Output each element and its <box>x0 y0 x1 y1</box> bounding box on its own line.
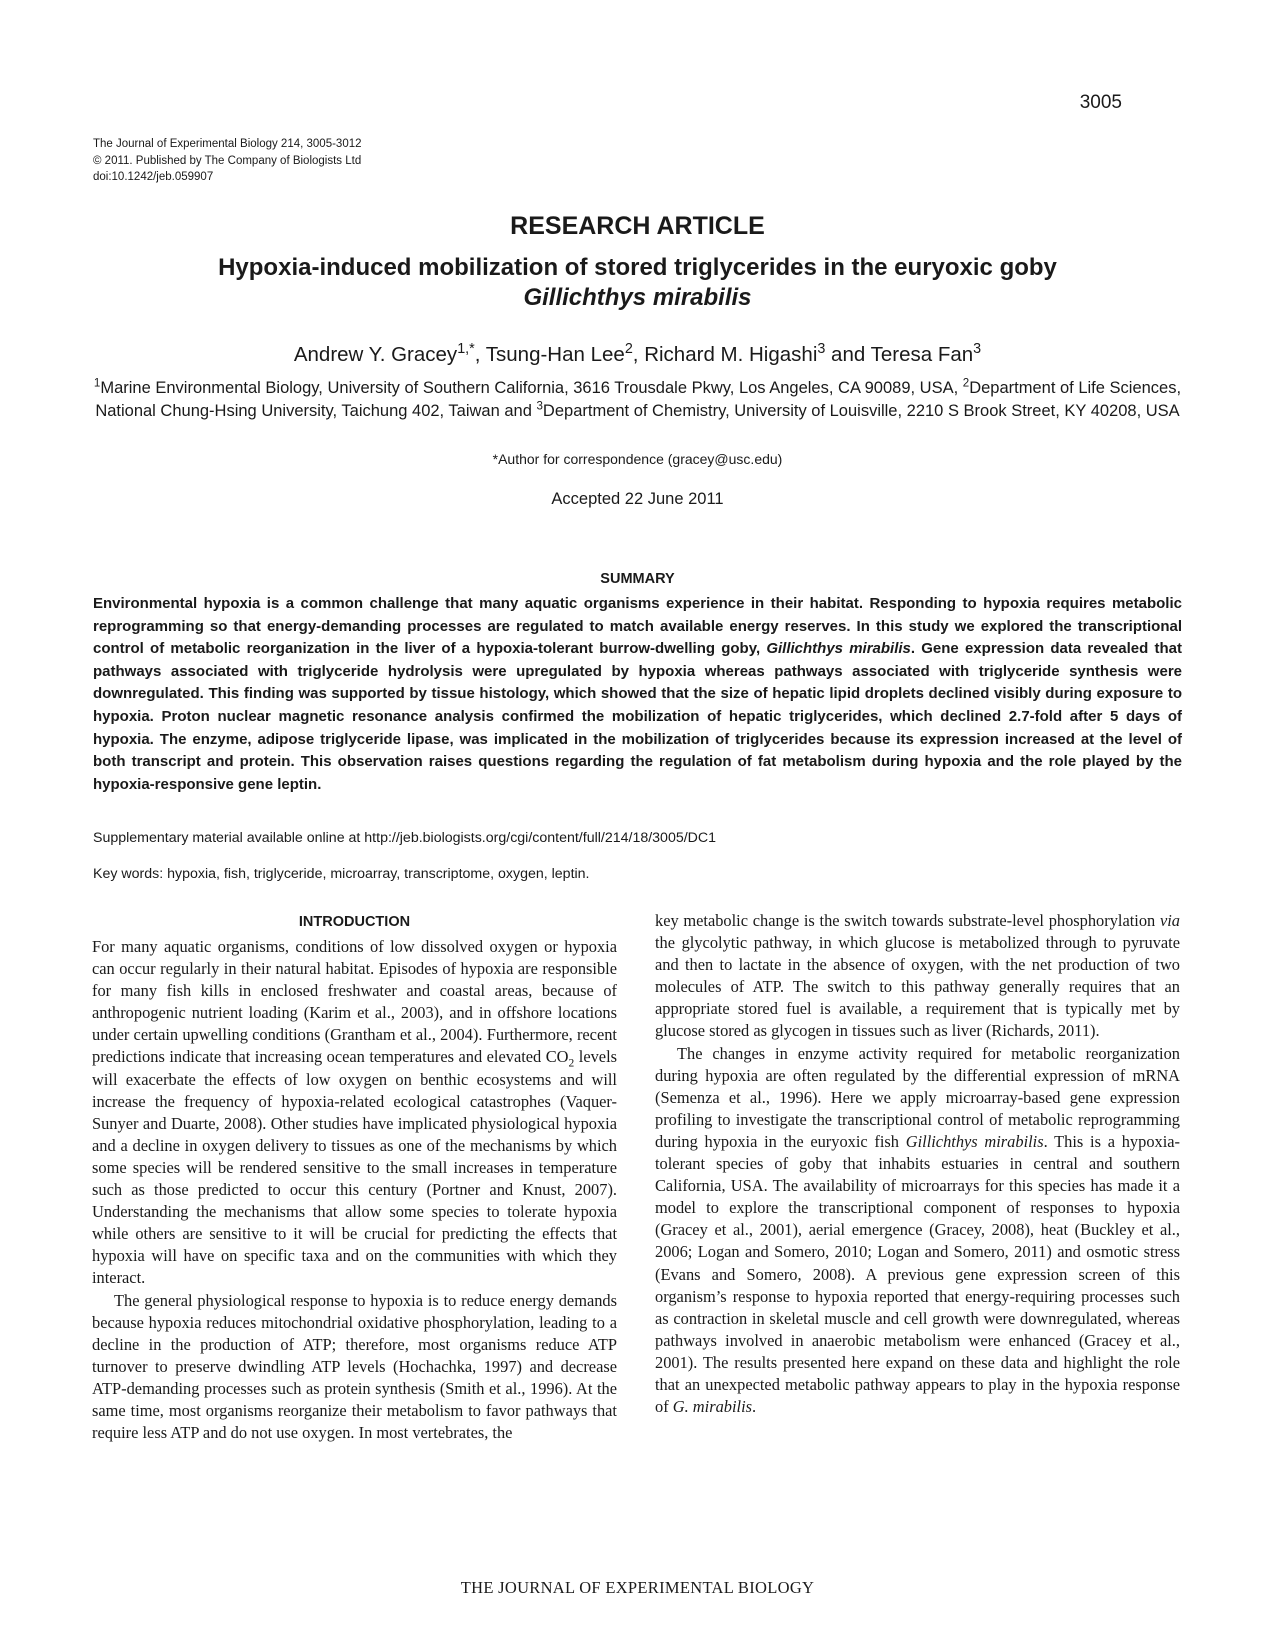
article-title <box>93 253 1182 313</box>
body-paragraph: The changes in enzyme activity required for metabolic reorganization during hypoxia are often regulated by the differential expression of mRNA (Semenza et al., 1996). Here we apply microarray-based gene expression profiling to investigate the transcriptional control of metabolic reprogramming during hypoxia in the euryoxic fish Gillichthys mirabilis. This is a hypoxia-tolerant species of goby that inhabits estuaries in central and southern California, USA. The availability of microarrays for this species has made it a model to explore the transcriptional component of responses to hypoxia (Gracey et al., 2001), aerial emergence (Gracey, 2008), heat (Buckley et al., 2006; Logan and Somero, 2010; Logan and Somero, 2011) and osmotic stress (Evans and Somero, 2008). A previous gene expression screen of this organism’s response to hypoxia reported that energy-requiring processes such as contraction in skeletal muscle and cell growth were downregulated, whereas pathways involved in anaerobic metabolism were enhanced (Gracey et al., 2001). The results presented here expand on these data and highlight the role that an unexpected metabolic pathway appears to play in the hypoxia response of G. mirabilis. <box>655 1043 1180 1417</box>
author-affiliation-mark: 2 <box>624 341 633 358</box>
introduction-heading: INTRODUCTION <box>298 914 411 930</box>
body-paragraph: key metabolic change is the switch towards substrate-level phosphorylation via the glycolytic pathway, in which glucose is metabolized through to pyruvate and then to lactate in the absence of oxygen, with the net production of two molecules of ATP. The switch to this pathway generally requires that an appropriate stored fuel is available, a requirement that is typically met by glucose stored as glycogen in tissues such as liver (Richards, 2011). <box>655 911 1180 1041</box>
journal-footer: THE JOURNAL OF EXPERIMENTAL BIOLOGY <box>460 1578 815 1597</box>
keywords: Key words: hypoxia, fish, triglyceride, microarray, transcriptome, oxygen, leptin. <box>93 866 590 882</box>
journal-citation <box>93 136 362 186</box>
summary-heading: SUMMARY <box>600 571 675 587</box>
author-affiliation-mark: 3 <box>817 341 826 358</box>
title-line: Hypoxia-induced mobilization of stored triglycerides in the euryoxic goby <box>218 254 1057 281</box>
author-name: Teresa Fan <box>870 343 974 366</box>
author-name: Richard M. Higashi <box>644 343 818 366</box>
author-list: Andrew Y. Gracey$^{1,*}$, Tsung-Han Lee$^2$, Richard M. Higashi$^3$ and Teresa Fan$^3$ <box>293 341 982 366</box>
page-number: 3005 <box>1079 92 1122 113</box>
author-affiliation-mark: 3 <box>973 341 982 358</box>
article-type: RESEARCH ARTICLE <box>510 212 765 240</box>
doi-line: doi:10.1242/jeb.059907 <box>93 171 214 183</box>
affiliations: $^1$Marine Environmental Biology, University of Southern California, 3616 Trousdale Pkwy, Los Angeles, CA 90089, USA, $^2$Department of Life Sciences, National Chung-Hsing University, Taichung 402, Taiwan and $^3$Department of Chemistry, University of Louisville, 2210 S Brook Street, KY 40208, USA <box>93 377 1182 420</box>
body-paragraph: For many aquatic organisms, conditions of low dissolved oxygen or hypoxia can occur regularly in their natural habitat. Episodes of hypoxia are responsible for many fish kills in enclosed freshwater and coastal areas, because of anthropogenic nutrient loading (Karim et al., 2003), and in offshore locations under certain upwelling conditions (Grantham et al., 2004). Furthermore, recent predictions indicate that increasing ocean temperatures and elevated $CO_2$ levels will exacerbate the effects of low oxygen on benthic ecosystems and will increase the frequency of hypoxia-related ecological catastrophes (Vaquer-Sunyer and Duarte, 2008). Other studies have implicated physiological hypoxia and a decline in oxygen delivery to tissues as one of the mechanisms by which some species will be rendered sensitive to the small increases in temperature such as those predicted to occur this century (Portner and Knust, 2007). Understanding the mechanisms that allow some species to tolerate hypoxia while others are sensitive to it will be crucial for predicting the effects that hypoxia will have on specific taxa and on the communities with which they interact. <box>92 937 617 1288</box>
supplementary-note: Supplementary material available online at http://jeb.biologists.org/cgi/content/full/214/18/3005/DC1 <box>93 830 717 846</box>
title-species: Gillichthys mirabilis <box>523 284 752 311</box>
right-column <box>655 910 1180 1418</box>
author-affiliation-mark: 1,* <box>457 341 475 358</box>
author-name: Andrew Y. Gracey <box>293 343 458 366</box>
body-paragraph: The general physiological response to hypoxia is to reduce energy demands because hypoxia reduces mitochondrial oxidative phosphorylation, leading to a decline in the production of ATP; therefore, most organisms reduce ATP turnover to preserve dwindling ATP levels (Hochachka, 1997) and decrease ATP-demanding processes such as protein synthesis (Smith et al., 1996). At the same time, most organisms reorganize their metabolism to favor pathways that require less ATP and do not use oxygen. In most vertebrates, the <box>92 1290 617 1443</box>
summary-text: Environmental hypoxia is a common challenge that many aquatic organisms experience in their habitat. Responding to hypoxia requires metabolic reprogramming so that energy-demanding processes are regulated to match available energy reserves. In this study we explored the transcriptional control of metabolic reorganization in the liver of a hypoxia-tolerant burrow-dwelling goby, Gillichthys mirabilis. Gene expression data revealed that pathways associated with triglyceride hydrolysis were upregulated by hypoxia whereas pathways associated with triglyceride synthesis were downregulated. This finding was supported by tissue histology, which showed that the size of hepatic lipid droplets declined visibly during exposure to hypoxia. Proton nuclear magnetic resonance analysis confirmed the mobilization of hepatic triglycerides, which declined 2.7-fold after 5 days of hypoxia. The enzyme, adipose triglyceride lipase, was implicated in the mobilization of triglycerides because its expression increased at the level of both transcript and protein. This observation raises questions regarding the regulation of fat metabolism during hypoxia and the role played by the hypoxia-responsive gene leptin. <box>93 595 1182 793</box>
author-name: Tsung-Han Lee <box>485 343 625 366</box>
accepted-date: Accepted 22 June 2011 <box>551 490 724 508</box>
correspondence-note: *Author for correspondence (gracey@usc.edu) <box>492 451 783 467</box>
journal-citation-line: The Journal of Experimental Biology 214, 3005-3012 <box>93 138 362 150</box>
copyright-line: © 2011. Published by The Company of Biologists Ltd <box>93 154 362 167</box>
left-column <box>92 936 617 1444</box>
